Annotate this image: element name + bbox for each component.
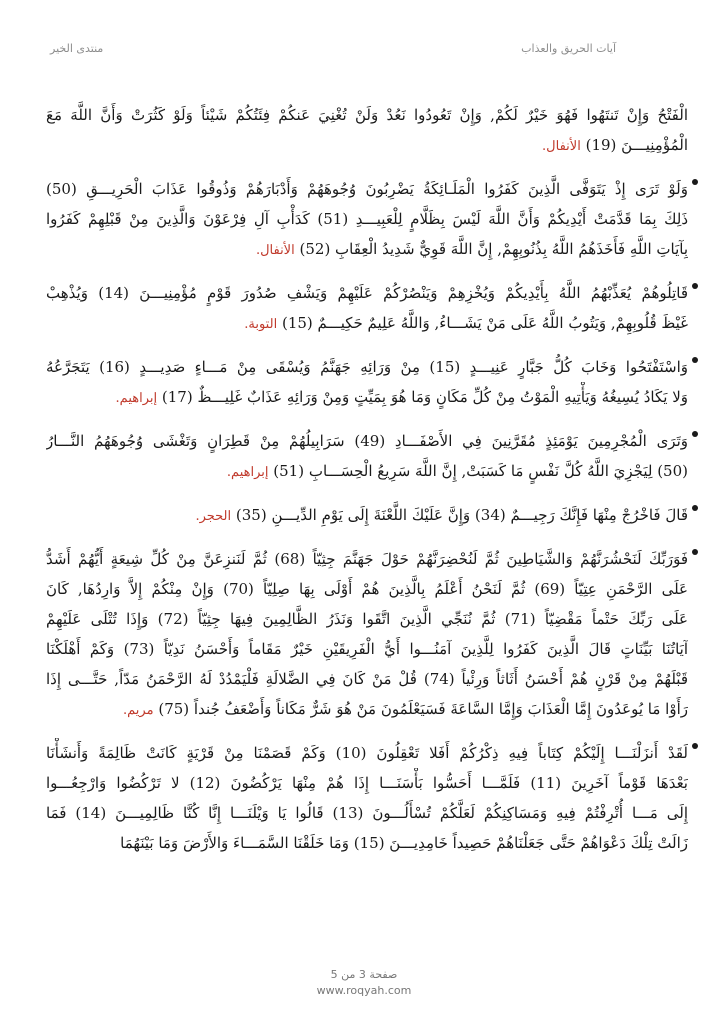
verse-line: زَالَتْ تِلْكَ دَعْوَاهُمْ حَتَّى جَعَلْنَاهُمْ حَصِيداً خَامِدِيـــنَ (15) وَمَا خَلَقْنَا السَّمَـــاءَ وَالأَرْضَ وَمَا بَيْنَهُمَا [120,834,688,852]
bullet-icon [692,431,698,437]
verse-line: عَلَى رَبِّكَ حَتْماً مَقْضِيّاً (71) ثُمَّ نُنَجِّي الَّذِينَ اتَّقَوا وَنَذَرُ الظَّالِمِينَ فِيهَا جِثِيّاً (72) وَإِذَا تُتْلَى عَلَيْهِمْ [46,610,688,628]
verse-line: (50) لِيَجْزِيَ اللَّهُ كُلَّ نَفْسٍ مَا كَسَبَتْ, إِنَّ اللَّهَ سَرِيعُ الْحِسَـــابِ (51) إبراهيم. [226,462,688,480]
page-footer [300,967,428,999]
sura-name: مريم. [123,703,154,718]
bullet-icon [692,357,698,363]
verse-line: إِلَى مَـــا أُتْرِفْتُمْ فِيهِ وَمَسَاكِنِكُمْ لَعَلَّكُمْ تُسْأَلُـــونَ (13) قَالُوا يَا وَيْلَنَـــا إِنَّا كُنَّا ظَالِمِيـــنَ (14) فَمَا [46,804,688,822]
site-name: منتدى الخير [50,42,104,55]
sura-name: إبراهيم. [226,465,269,480]
verse-block [46,174,688,264]
site-url[interactable]: www.roqyah.com [316,984,412,997]
verse-line: الْفَتْحُ وَإِنْ تَنتَهُوا فَهُوَ خَيْرٌ لَكُمْ, وَإِنْ تَعُودُوا نَعُدْ وَلَنْ تُغْنِيَ عَنكُمْ فِئَتُكُمْ شَيْئاً وَلَوْ كَثُرَتْ وَأَنَّ اللَّهَ مَعَ [46,106,688,124]
verse-line: بِآيَاتِ اللَّهِ فَأَخَذَهُمُ اللَّهُ بِذُنُوبِهِمْ, إِنَّ اللَّهَ قَوِيٌّ شَدِيدُ الْعِقَابِ (52) الأنفال. [255,240,688,258]
sura-name: التوبة. [244,317,278,332]
verse-block [46,500,688,530]
verse-line: قَالَ فَاخْرُجْ مِنْهَا فَإِنَّكَ رَجِيـــمٌ (34) وَإِنَّ عَلَيْكَ اللَّعْنَةَ إِلَى يَوْمِ الدِّيـــنِ (35) الحجر. [195,506,688,524]
bullet-icon [692,505,698,511]
verse-block [46,352,688,412]
verse-line: ذَلِكَ بِمَا قَدَّمَتْ أَيْدِيكُمْ وَأَنَّ اللَّهَ لَيْسَ بِظَلَّامٍ لِلْعَبِيـــدِ (51) كَدَأْبِ آلِ فِرْعَوْنَ وَالَّذِينَ مِنْ قَبْلِهِمْ كَفَرُوا [46,210,688,228]
sura-name: إبراهيم. [115,391,158,406]
verse-line: رَأَوْا مَا يُوعَدُونَ إِمَّا الْعَذَابَ وَإِمَّا السَّاعَةَ فَسَيَعْلَمُونَ مَنْ هُوَ شَرٌّ مَكَاناً وَأَضْعَفُ جُنداً (75) مريم. [123,700,688,718]
document-body [46,100,688,872]
verse-line: الْمُؤْمِنِيـــنَ (19) الأنفال. [542,136,688,154]
verse-line: لَقَدْ أَنزَلْنَـــا إِلَيْكُمْ كِتَاباً فِيهِ ذِكْرُكُمْ أَفَلا تَعْقِلُونَ (10) وَكَمْ قَصَمْنَا مِنْ قَرْيَةٍ كَانَتْ ظَالِمَةً وَأَنشَأْنَا [46,744,688,762]
document-title: آيات الحريق والعذاب [521,42,616,55]
verse-line: وَلا يَكَادُ يُسِيغُهُ وَيَأْتِيهِ الْمَوْتُ مِنْ كُلِّ مَكَانٍ وَمَا هُوَ بِمَيِّتٍ وَمِنْ وَرَائِهِ عَذَابٌ غَلِيـــظٌ (17) إبراهيم. [115,388,688,406]
verse-line: قَبْلَهُمْ مِنْ قَرْنٍ هُمْ أَحْسَنُ أَثَاثاً وَرِئْياً (74) قُلْ مَنْ كَانَ فِي الضَّلالَةِ فَلْيَمْدُدْ لَهُ الرَّحْمَنُ مَدّاً, حَتَّـــى إِذَا [46,670,688,688]
sura-name: الحجر. [195,509,232,524]
verse-block [46,738,688,858]
verse-block [46,278,688,338]
verse-block [46,100,688,160]
verse-block [46,426,688,486]
verse-line: آيَاتُنَا بَيِّنَاتٍ قَالَ الَّذِينَ كَفَرُوا لِلَّذِينَ آمَنُـــوا أَيُّ الْفَرِيقَيْنِ خَيْرٌ مَقَاماً وَأَحْسَنُ نَدِيّاً (73) وَكَمْ أَهْلَكْنَا [46,640,688,658]
bullet-icon [692,549,698,555]
verse-line: غَيْظَ قُلُوبِهِمْ, وَيَتُوبُ اللَّهُ عَلَى مَنْ يَشَـــاءُ, وَاللَّهُ عَلِيمٌ حَكِيـــمٌ (15) التوبة. [244,314,688,332]
verse-line: بَعْدَهَا قَوْماً آخَرِينَ (11) فَلَمَّـــا أَحَسُّوا بَأْسَنَـــا إِذَا هُمْ مِنْهَا يَرْكُضُونَ (12) لا تَرْكُضُوا وَارْجِعُـــوا [46,774,688,792]
verse-line: عَلَى الرَّحْمَنِ عِتِيّاً (69) ثُمَّ لَنَحْنُ أَعْلَمُ بِالَّذِينَ هُمْ أَوْلَى بِهَا صِلِيّاً (70) وَإِنْ مِنْكُمْ إِلاَّ وَارِدُهَا, كَانَ [46,580,688,598]
bullet-icon [692,743,698,749]
page-number: صفحة 3 من 5 [330,968,398,981]
verse-line: وَتَرَى الْمُجْرِمِينَ يَوْمَئِذٍ مُقَرَّنِينَ فِي الأَصْفَـــادِ (49) سَرَابِيلُهُمْ مِنْ قَطِرَانٍ وَتَغْشَى وُجُوهَهُمُ النَّـــارُ [46,432,688,450]
sura-name: الأنفال. [255,243,295,258]
sura-name: الأنفال. [542,139,581,154]
bullet-icon [692,283,698,289]
verse-block [46,544,688,724]
verse-line: وَاسْتَفْتَحُوا وَخَابَ كُلُّ جَبَّارٍ عَنِيـــدٍ (15) مِنْ وَرَائِهِ جَهَنَّمُ وَيُسْقَى مِنْ مَـــاءٍ صَدِيـــدٍ (16) يَتَجَرَّعُهُ [46,358,688,376]
verse-line: فَوَرَبِّكَ لَنَحْشُرَنَّهُمْ وَالشَّيَاطِينَ ثُمَّ لَنُحْضِرَنَّهُمْ حَوْلَ جَهَنَّمَ جِثِيّاً (68) ثُمَّ لَنَنزِعَنَّ مِنْ كُلِّ شِيعَةٍ أَيُّهُمْ أَشَدُّ [46,550,688,568]
verse-line: وَلَوْ تَرَى إِذْ يَتَوَفَّى الَّذِينَ كَفَرُوا الْمَلَـائِكَةُ يَضْرِبُونَ وُجُوهَهُمْ وَأَدْبَارَهُمْ وَذُوقُوا عَذَابَ الْحَرِيـــقِ (50) [46,180,688,198]
bullet-icon [692,179,698,185]
verse-line: قَاتِلُوهُمْ يُعَذِّبْهُمُ اللَّهُ بِأَيْدِيكُمْ وَيُخْزِهِمْ وَيَنْصُرْكُمْ عَلَيْهِمْ وَيَشْفِ صُدُورَ قَوْمٍ مُؤْمِنِيـــنَ (14) وَيُذْهِبْ [46,284,688,302]
